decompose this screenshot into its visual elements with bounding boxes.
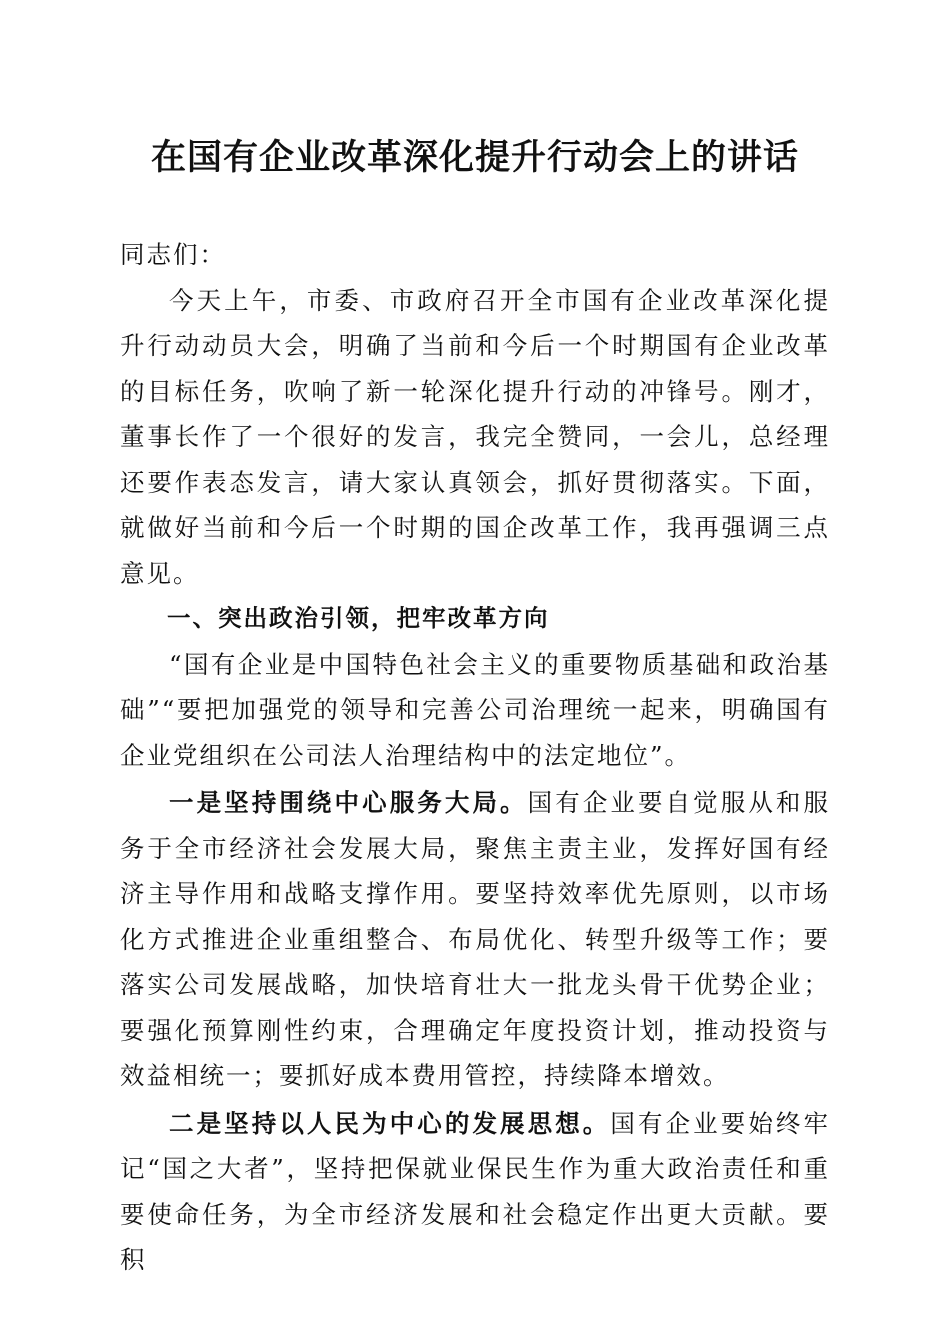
point-2-body: 国有企业要始终牢记“国之大者”，坚持把保就业保民生作为重大政治责任和重要使命任务，为全市经济发展和社会稳定作出更大贡献。要积: [120, 1108, 830, 1274]
point-2-lead: 二是坚持以人民为中心的发展思想。: [169, 1108, 611, 1138]
document-title: 在国有企业改革深化提升行动会上的讲话: [150, 137, 799, 178]
point-1-paragraph: [120, 780, 830, 1099]
point-1-lead: 一是坚持围绕中心服务大局。: [169, 788, 528, 817]
intro-paragraph: 今天上午，市委、市政府召开全市国有企业改革深化提升行动动员大会，明确了当前和今后一个时期国有企业改革的目标任务，吹响了新一轮深化提升行动的冲锋号。刚才，董事长作了一个很好的发言，我完全赞同，一会儿，总经理还要作表态发言，请大家认真领会，抓好贯彻落实。下面，就做好当前和今后一个时期的国企改革工作，我再强调三点意见。: [120, 285, 830, 588]
salutation: 同志们：: [120, 240, 226, 269]
point-2-paragraph: [120, 1101, 830, 1283]
document-body: [120, 232, 830, 1283]
point-1-body: 国有企业要自觉服从和服务于全市经济社会发展大局，聚焦主责主业，发挥好国有经济主导作用和战略支撑作用。要坚持效率优先原则，以市场化方式推进企业重组整合、布局优化、转型升级等工作；要落实公司发展战略，加快培育壮大一批龙头骨干优势企业；要强化预算刚性约束，合理确定年度投资计划，推动投资与效益相统一；要抓好成本费用管控，持续降本增效。: [120, 788, 831, 1090]
section-heading-1: 一、突出政治引领，把牢改革方向: [167, 604, 550, 632]
quote-paragraph: “国有企业是中国特色社会主义的重要物质基础和政治基础”“要把加强党的领导和完善公司治理统一起来，明确国有企业党组织在公司法人治理结构中的法定地位”。: [120, 649, 830, 770]
